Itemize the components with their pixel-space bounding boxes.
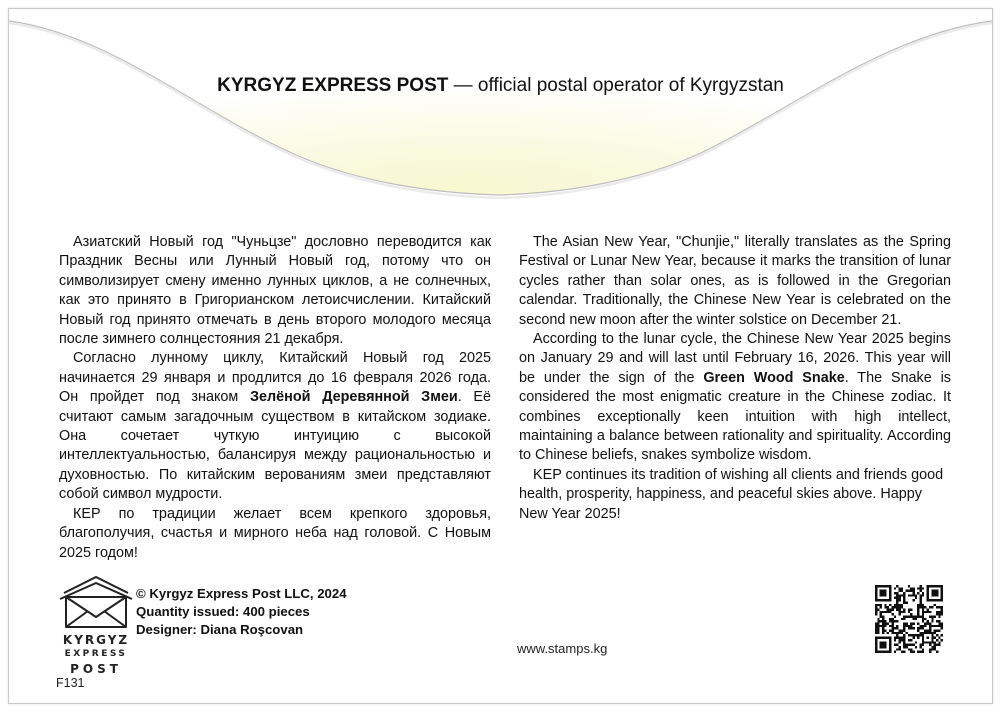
logo-text-line2: EXPRESS xyxy=(64,649,128,659)
text-column-english xyxy=(519,233,951,524)
logo-text-line3: POST xyxy=(70,662,122,676)
text-column-russian xyxy=(59,233,491,563)
envelope-back xyxy=(8,8,993,704)
paragraph: KEP continues its tradition of wishing all clients and friends good health, prosperity, happiness, and peaceful skies above. Happy New Year 2025! xyxy=(519,466,944,522)
paragraph: Согласно лунному циклу, Китайский Новый год 2025 начинается 29 января и продлится до 16 февраля 2026 года. Он пройдет под знаком Зелёной Деревянной Змеи. Её считают самым загадочным существом в китайском зодиаке. Она сочетает чуткую интуицию с высокой интеллектуальностью, балансируя между рациональностью и духовностью. По китайским верованиям змеи представляют собой символ мудрости. xyxy=(59,350,491,503)
credits-block xyxy=(136,585,347,639)
qr-code-icon xyxy=(875,585,943,653)
product-code: F131 xyxy=(56,676,85,690)
header-title xyxy=(9,75,992,97)
envelope-flap xyxy=(9,9,992,209)
paragraph: Азиатский Новый год "Чуньцзе" дословно переводится как Праздник Весны или Лунный Новый год, потому что он символизирует смену именно лунных циклов, а не солнечных, как это принято в Григорианском летоисчислении. Китайский Новый год принято отмечать в день второго молодого месяца после зимнего солнцестояния 21 декабря. xyxy=(59,234,491,348)
website-text: www.stamps.kg xyxy=(517,641,608,656)
quantity-text: Quantity issued: 400 pieces xyxy=(136,604,310,619)
paragraph: The Asian New Year, "Chunjie," literally translates as the Spring Festival or Lunar New Year, because it marks the transition of lunar cycles rather than solar ones, as is followed in the Gregorian calendar. Traditionally, the Chinese New Year is celebrated on the second new moon after the winter solstice on December 21. xyxy=(519,234,951,328)
bold-phrase: Green Wood Snake xyxy=(703,369,845,386)
brand-name: KYRGYZ EXPRESS POST xyxy=(217,75,449,96)
paragraph: КЕР по традиции желает всем крепкого здоровья, благополучия, счастья и мирного неба над головой. С Новым 2025 годом! xyxy=(59,505,491,561)
copyright-text: © Kyrgyz Express Post LLC, 2024 xyxy=(136,586,347,601)
designer-text: Designer: Diana Roşcovan xyxy=(136,622,304,637)
brand-tagline: — official postal operator of Kyrgyzstan xyxy=(448,75,784,96)
paragraph: According to the lunar cycle, the Chinese New Year 2025 begins on January 29 and will last until February 16, 2026. This year will be under the sign of the Green Wood Snake. The Snake is considered the most enigmatic creature in the Chinese zodiac. It combines exceptionally keen intuition with high intellect, maintaining a balance between rationality and spirituality. According to Chinese beliefs, snakes symbolize wisdom. xyxy=(519,331,951,464)
logo-text-line1: KYRGYZ xyxy=(62,633,130,647)
bold-phrase: Зелёной Деревянной Змеи xyxy=(250,389,458,406)
